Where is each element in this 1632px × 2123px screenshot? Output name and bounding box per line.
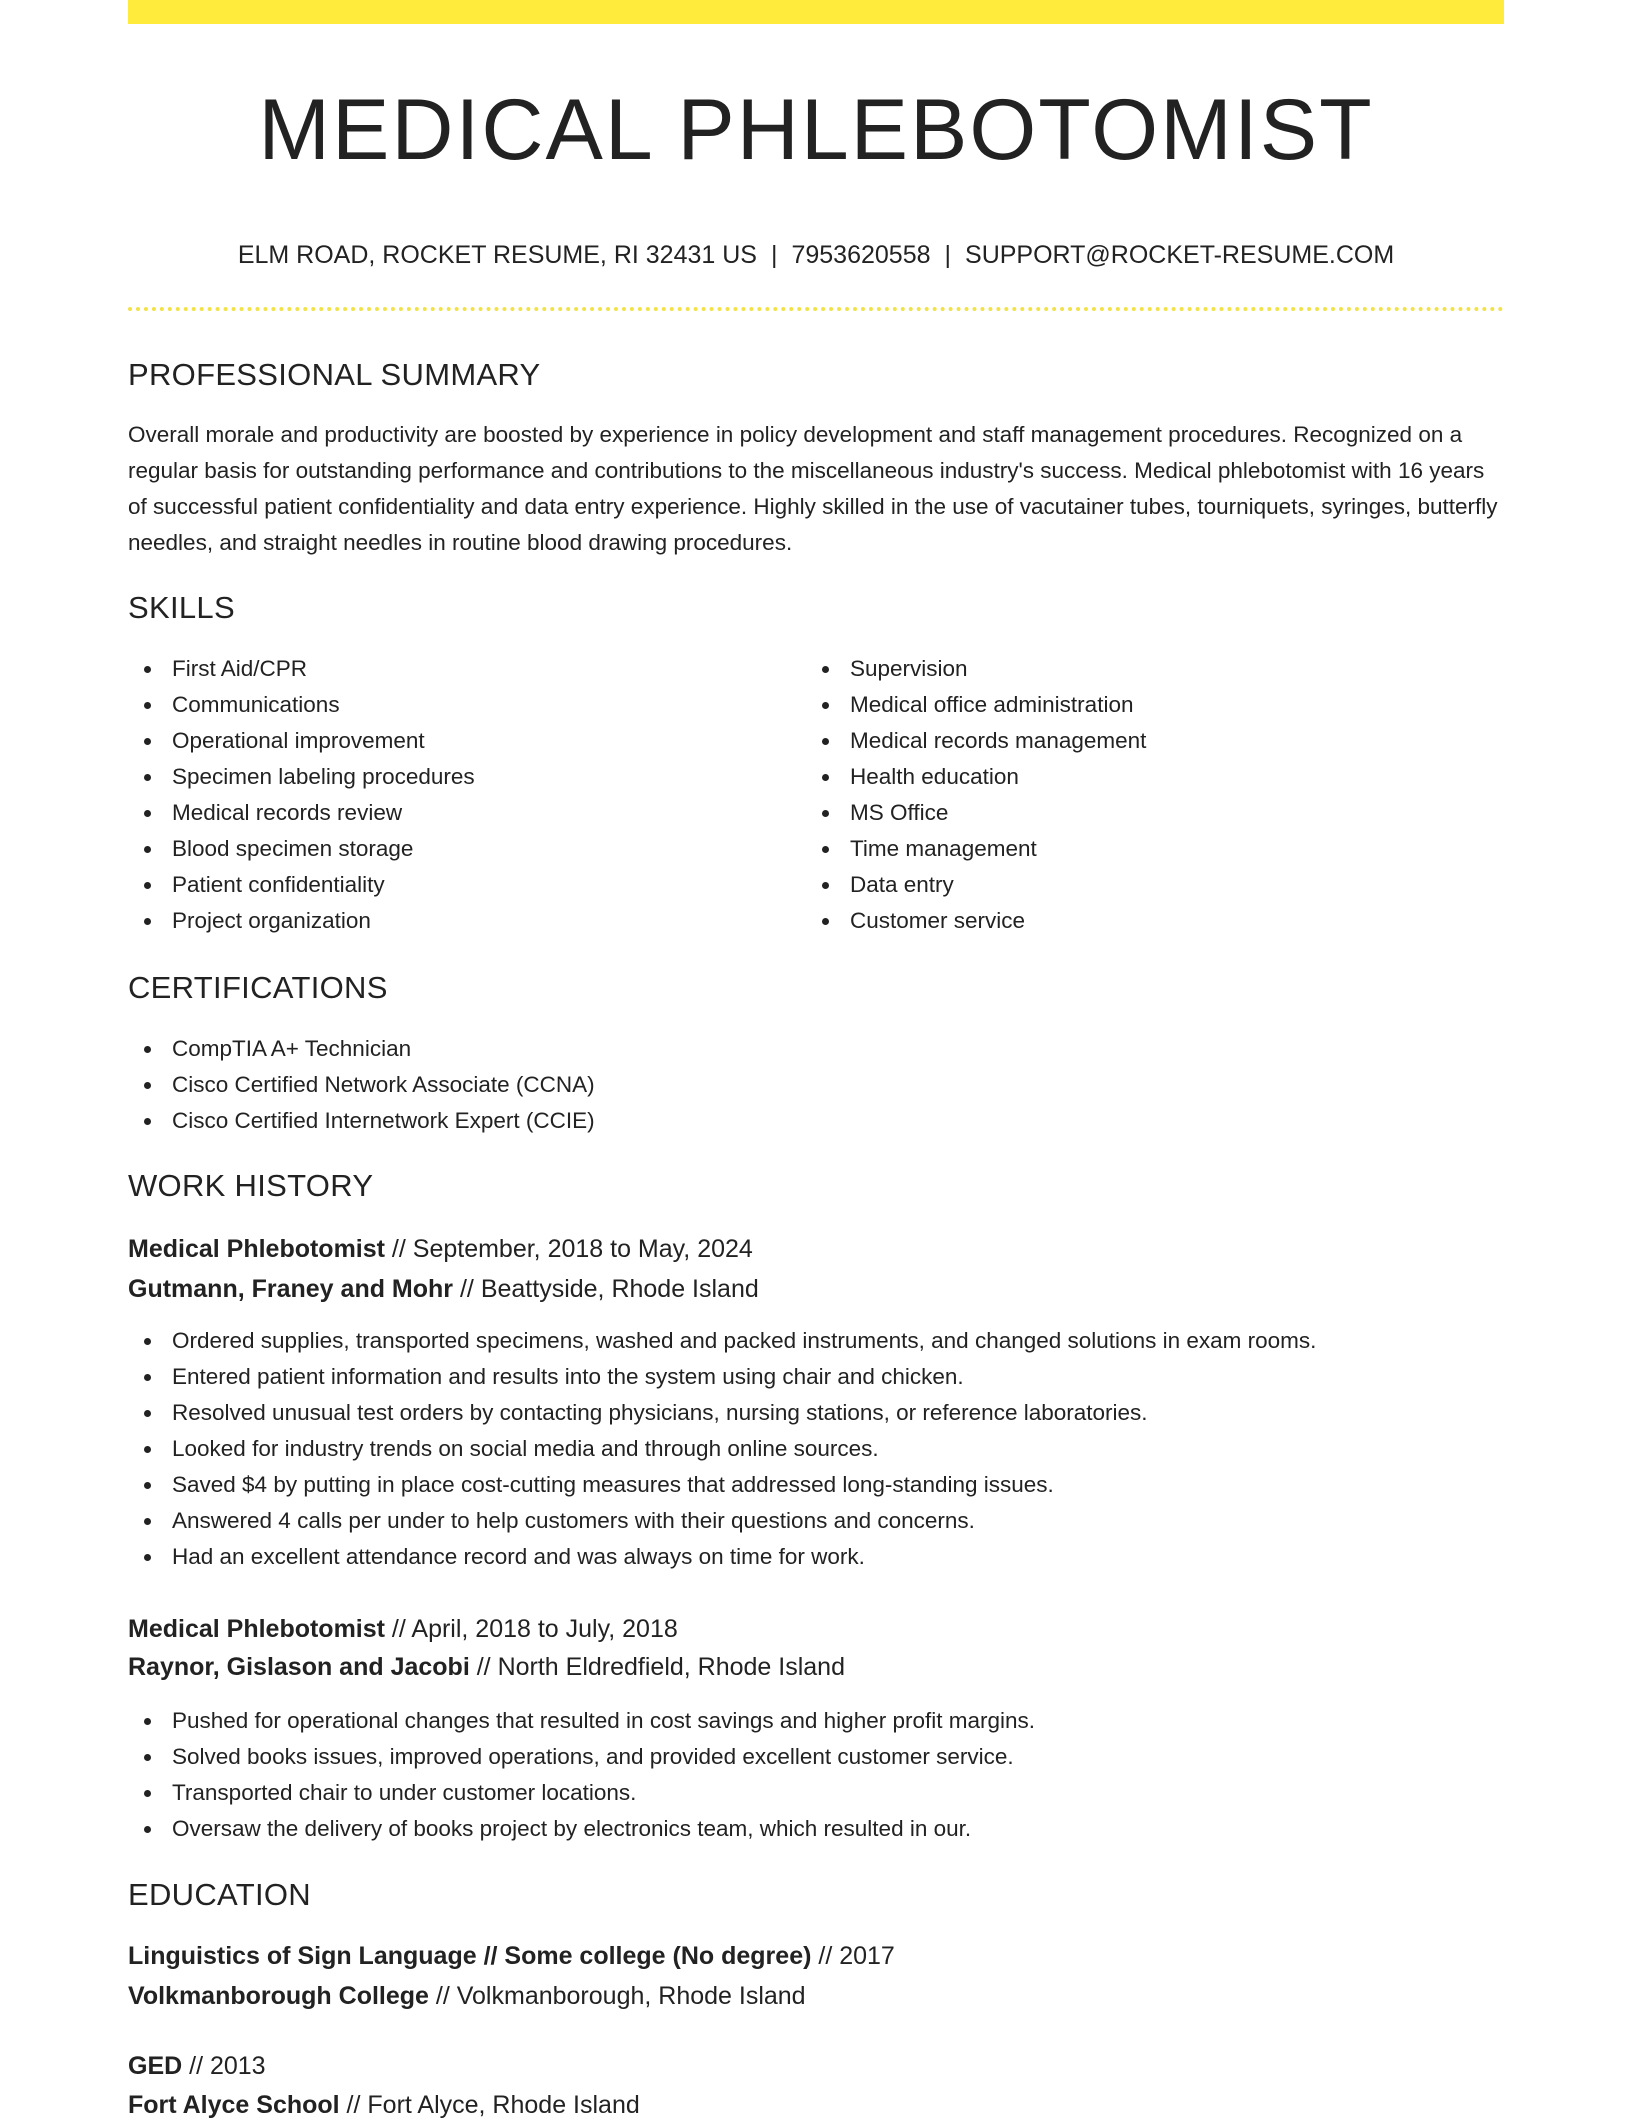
contact-separator: |: [770, 241, 778, 269]
education-school-line: [128, 2087, 640, 2123]
education-school: Fort Alyce School: [128, 2091, 340, 2119]
job-dates: // September, 2018 to May, 2024: [384, 1235, 753, 1263]
skills-list-right: [806, 651, 1466, 939]
job-company: Raynor, Gislason and Jacobi: [128, 1653, 470, 1681]
job-duty-item: Ordered supplies, transported specimens, washed and packed instruments, and changed solutions in exam rooms.: [128, 1323, 1504, 1359]
job-location: // Beattyside, Rhode Island: [453, 1275, 759, 1303]
job-dates: // April, 2018 to July, 2018: [384, 1615, 678, 1643]
education-degree-line: [128, 2048, 266, 2084]
job-duties-list: [128, 1323, 1504, 1575]
summary-heading: PROFESSIONAL SUMMARY: [128, 357, 541, 392]
job-role: Medical Phlebotomist: [128, 1615, 385, 1643]
contact-separator: |: [944, 241, 952, 269]
skill-item: Customer service: [806, 903, 1466, 939]
education-year: // 2017: [811, 1942, 895, 1970]
job-duty-item: Solved books issues, improved operations, and provided excellent customer service.: [128, 1739, 1504, 1775]
education-year: // 2013: [182, 2052, 266, 2080]
job-title-line: [128, 1231, 753, 1267]
job-title-line: [128, 1611, 678, 1647]
skill-item: First Aid/CPR: [128, 651, 788, 687]
education-heading: EDUCATION: [128, 1877, 311, 1912]
skill-item: Blood specimen storage: [128, 831, 788, 867]
education-location: // Volkmanborough, Rhode Island: [428, 1982, 806, 2010]
skill-item: Supervision: [806, 651, 1466, 687]
skill-item: Medical office administration: [806, 687, 1466, 723]
skill-item: Data entry: [806, 867, 1466, 903]
certifications-heading: CERTIFICATIONS: [128, 970, 388, 1005]
skill-item: Medical records management: [806, 723, 1466, 759]
skill-item: Specimen labeling procedures: [128, 759, 788, 795]
resume-title: MEDICAL PHLEBOTOMIST: [258, 82, 1374, 178]
education-degree: GED: [128, 2052, 183, 2080]
education-school: Volkmanborough College: [128, 1982, 429, 2010]
education-degree-line: [128, 1938, 895, 1974]
job-duty-item: Entered patient information and results into the system using chair and chicken.: [128, 1359, 1504, 1395]
certification-item: Cisco Certified Internetwork Expert (CCIE): [128, 1103, 1128, 1139]
job-duty-item: Looked for industry trends on social media and through online sources.: [128, 1431, 1504, 1467]
job-role: Medical Phlebotomist: [128, 1235, 385, 1263]
job-duty-item: Resolved unusual test orders by contacting physicians, nursing stations, or reference laboratories.: [128, 1395, 1504, 1431]
skills-heading: SKILLS: [128, 590, 235, 625]
skill-item: Patient confidentiality: [128, 867, 788, 903]
top-accent-bar: [128, 0, 1504, 24]
skill-item: Communications: [128, 687, 788, 723]
job-duty-item: Transported chair to under customer locations.: [128, 1775, 1504, 1811]
summary-text: Overall morale and productivity are boosted by experience in policy development and staff management procedures. Recognized on a regular basis for outstanding performance and contributions to the miscellaneous industry's success. Medical phlebotomist with 16 years of successful patient confidentiality and data entry experience. Highly skilled in the use of vacutainer tubes, tourniquets, syringes, butterfly needles, and straight needles in routine blood drawing procedures.: [128, 422, 1498, 555]
job-duty-item: Oversaw the delivery of books project by electronics team, which resulted in our.: [128, 1811, 1504, 1847]
job-duties-list: [128, 1703, 1504, 1847]
education-degree: Linguistics of Sign Language // Some college (No degree): [128, 1942, 812, 1970]
skills-list-left: [128, 651, 788, 939]
email-text: SUPPORT@ROCKET-RESUME.COM: [965, 241, 1395, 269]
work-history-heading: WORK HISTORY: [128, 1168, 374, 1203]
skill-item: Health education: [806, 759, 1466, 795]
skill-item: Operational improvement: [128, 723, 788, 759]
phone-text: 7953620558: [791, 241, 931, 269]
education-location: // Fort Alyce, Rhode Island: [339, 2091, 640, 2119]
job-duty-item: Pushed for operational changes that resulted in cost savings and higher profit margins.: [128, 1703, 1504, 1739]
job-duty-item: Answered 4 calls per under to help customers with their questions and concerns.: [128, 1503, 1504, 1539]
certifications-list: [128, 1031, 1128, 1139]
skill-item: Project organization: [128, 903, 788, 939]
contact-line: [128, 237, 1504, 273]
header-divider: [128, 307, 1504, 311]
certification-item: Cisco Certified Network Associate (CCNA): [128, 1067, 1128, 1103]
skill-item: Time management: [806, 831, 1466, 867]
job-company-line: [128, 1649, 845, 1685]
job-location: // North Eldredfield, Rhode Island: [469, 1653, 845, 1681]
address-text: ELM ROAD, ROCKET RESUME, RI 32431 US: [237, 241, 757, 269]
skill-item: MS Office: [806, 795, 1466, 831]
skill-item: Medical records review: [128, 795, 788, 831]
job-duty-item: Saved $4 by putting in place cost-cutting measures that addressed long-standing issues.: [128, 1467, 1504, 1503]
certification-item: CompTIA A+ Technician: [128, 1031, 1128, 1067]
education-school-line: [128, 1978, 806, 2014]
job-company-line: [128, 1271, 759, 1307]
job-duty-item: Had an excellent attendance record and was always on time for work.: [128, 1539, 1504, 1575]
job-company: Gutmann, Franey and Mohr: [128, 1275, 454, 1303]
